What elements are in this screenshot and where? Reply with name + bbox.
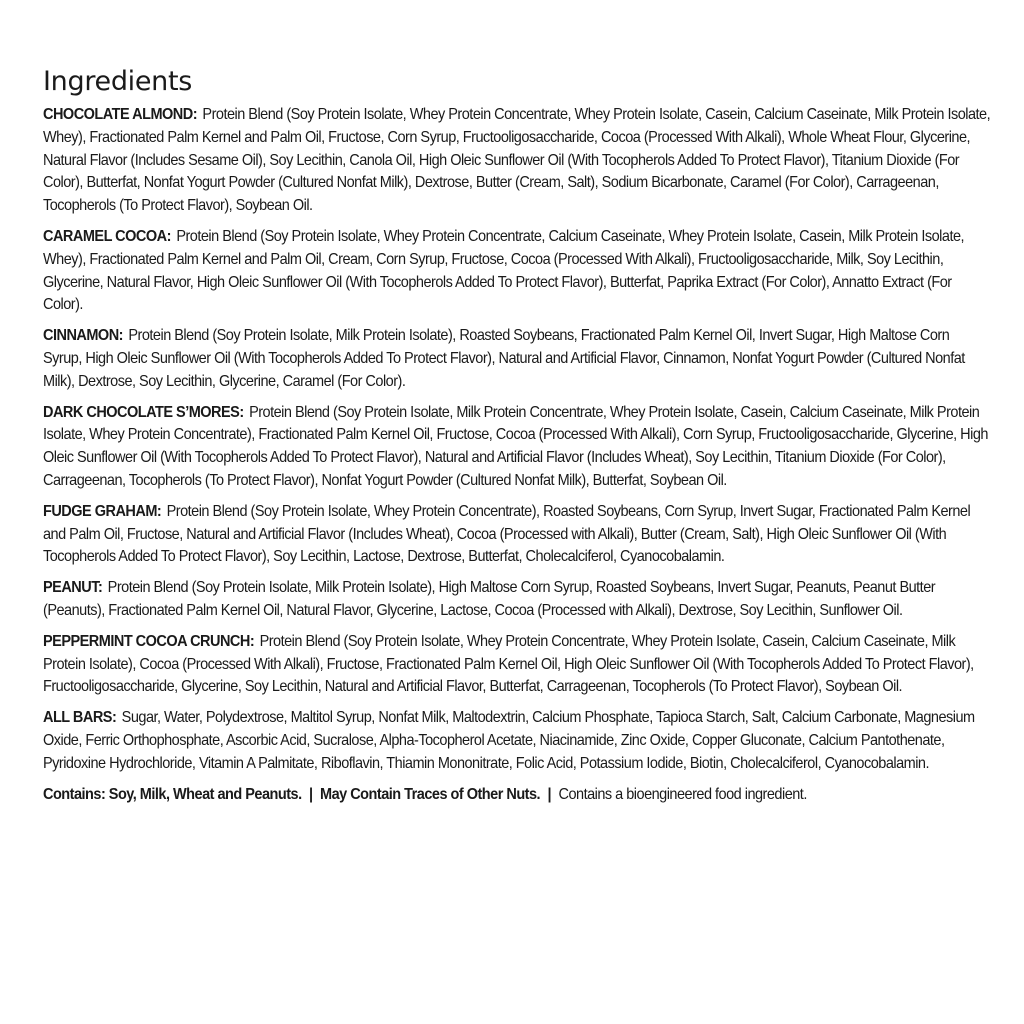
section-text: Protein Blend (Soy Protein Isolate, Milk Protein Concentrate, Whey Protein Isolate, Casein, Calcium Caseinate, Milk Protein Isolate, Whey Protein Concentrate), Fractionated Palm Kernel Oil, Fructose, Cocoa (Processed With Alkali), Corn Syrup, Fructooligosaccharide, Glycerine, High Oleic Sunflower Oil (With Tocopherols Added To Protect Flavor), Natural and Artificial Flavor (Includes Wheat), Soy Lecithin, Titanium Dioxide (For Color), Carrageenan, Tocopherols (To Protect Flavor), Nonfat Yogurt Powder (Cultured Nonfat Milk), Butterfat, Soybean Oil. [43, 403, 988, 489]
section-name: FUDGE GRAHAM: [43, 502, 162, 520]
traces-text: May Contain Traces of Other Nuts. [320, 785, 541, 803]
section-name: PEPPERMINT COCOA CRUNCH: [43, 632, 255, 650]
section-text: Protein Blend (Soy Protein Isolate, Milk Protein Isolate), Roasted Soybeans, Fractionated Palm Kernel Oil, Invert Sugar, High Maltose Corn Syrup, High Oleic Sunflower Oil (With Tocopherols Added To Protect Flavor), Natural and Artificial Flavor, Cinnamon, Nonfat Yogurt Powder (Cultured Nonfat Milk), Dextrose, Soy Lecithin, Glycerine, Caramel (For Color). [43, 327, 965, 390]
section-caramel-cocoa [43, 226, 991, 317]
section-name: ALL BARS: [43, 709, 117, 727]
separator: | [547, 785, 552, 803]
bioengineered-text: Contains a bioengineered food ingredient. [558, 785, 807, 803]
ingredients-panel [43, 66, 991, 806]
allergens-text: Contains: Soy, Milk, Wheat and Peanuts. [43, 785, 302, 803]
section-name: CARAMEL COCOA: [43, 227, 171, 245]
section-dark-chocolate-smores [43, 402, 991, 493]
section-text: Sugar, Water, Polydextrose, Maltitol Syrup, Nonfat Milk, Maltodextrin, Calcium Phosphate, Tapioca Starch, Salt, Calcium Carbonate, Magnesium Oxide, Ferric Orthophosphate, Ascorbic Acid, Sucralose, Alpha-Tocopherol Acetate, Niacinamide, Zinc Oxide, Copper Gluconate, Calcium Pantothenate, Pyridoxine Hydrochloride, Vitamin A Palmitate, Riboflavin, Thiamin Mononitrate, Folic Acid, Potassium Iodide, Biotin, Cholecalciferol, Cyanocobalamin. [43, 709, 975, 772]
section-text: Protein Blend (Soy Protein Isolate, Whey Protein Concentrate, Whey Protein Isolate, Casein, Calcium Caseinate, Milk Protein Isolate), Cocoa (Processed With Alkali), Fructose, Fractionated Palm Kernel Oil, High Oleic Sunflower Oil (With Tocopherols Added To Protect Flavor), Fructooligosaccharide, Glycerine, Soy Lecithin, Natural and Artificial Flavor, Butterfat, Carrageenan, Tocopherols (To Protect Flavor), Soybean Oil. [43, 632, 974, 696]
section-peanut [43, 577, 991, 623]
section-name: PEANUT: [43, 579, 103, 597]
section-fudge-graham [43, 501, 991, 569]
section-name: DARK CHOCOLATE S’MORES: [43, 403, 244, 421]
section-text: Protein Blend (Soy Protein Isolate, Whey Protein Concentrate, Calcium Caseinate, Whey Protein Isolate, Casein, Milk Protein Isolate, Whey), Fractionated Palm Kernel and Palm Oil, Cream, Corn Syrup, Fructose, Cocoa (Processed With Alkali), Fructooligosaccharide, Milk, Soy Lecithin, Glycerine, Natural Flavor, High Oleic Sunflower Oil (With Tocopherols Added To Protect Flavor), Butterfat, Paprika Extract (For Color), Annatto Extract (For Color). [43, 227, 965, 314]
section-peppermint-cocoa-crunch [43, 631, 991, 699]
section-all-bars [43, 707, 991, 775]
section-text: Protein Blend (Soy Protein Isolate, Whey Protein Concentrate, Whey Protein Isolate, Casein, Calcium Caseinate, Milk Protein Isolate, Whey), Fractionated Palm Kernel and Palm Oil, Fructose, Corn Syrup, Fructooligosaccharide, Cocoa (Processed With Alkali), Whole Wheat Flour, Glycerine, Natural Flavor (Includes Sesame Oil), Soy Lecithin, Canola Oil, High Oleic Sunflower Oil (With Tocopherols Added To Protect Flavor), Titanium Dioxide (For Color), Butterfat, Nonfat Yogurt Powder (Cultured Nonfat Milk), Dextrose, Butter (Cream, Salt), Sodium Bicarbonate, Caramel (For Color), Carrageenan, Tocopherols (To Protect Flavor), Soybean Oil. [43, 106, 991, 215]
section-text: Protein Blend (Soy Protein Isolate, Whey Protein Concentrate), Roasted Soybeans, Corn Syrup, Invert Sugar, Fractionated Palm Kernel and Palm Oil, Fructose, Natural and Artificial Flavor (Includes Wheat), Cocoa (Processed with Alkali), Butter (Cream, Salt), High Oleic Sunflower Oil (With Tocopherols Added To Protect Flavor), Soy Lecithin, Lactose, Dextrose, Butterfat, Cholecalciferol, Cyanocobalamin. [43, 502, 971, 566]
section-name: CHOCOLATE ALMOND: [43, 106, 198, 123]
section-cinnamon [43, 325, 991, 393]
section-chocolate-almond [43, 104, 991, 218]
allergen-statement [43, 784, 991, 806]
separator: | [309, 785, 313, 803]
page-title: Ingredients [43, 66, 193, 97]
section-text: Protein Blend (Soy Protein Isolate, Milk Protein Isolate), High Maltose Corn Syrup, Roasted Soybeans, Invert Sugar, Peanuts, Peanut Butter (Peanuts), Fractionated Palm Kernel Oil, Natural Flavor, Glycerine, Lactose, Cocoa (Processed with Alkali), Dextrose, Soy Lecithin, Sunflower Oil. [43, 579, 936, 619]
section-name: CINNAMON: [43, 327, 123, 345]
